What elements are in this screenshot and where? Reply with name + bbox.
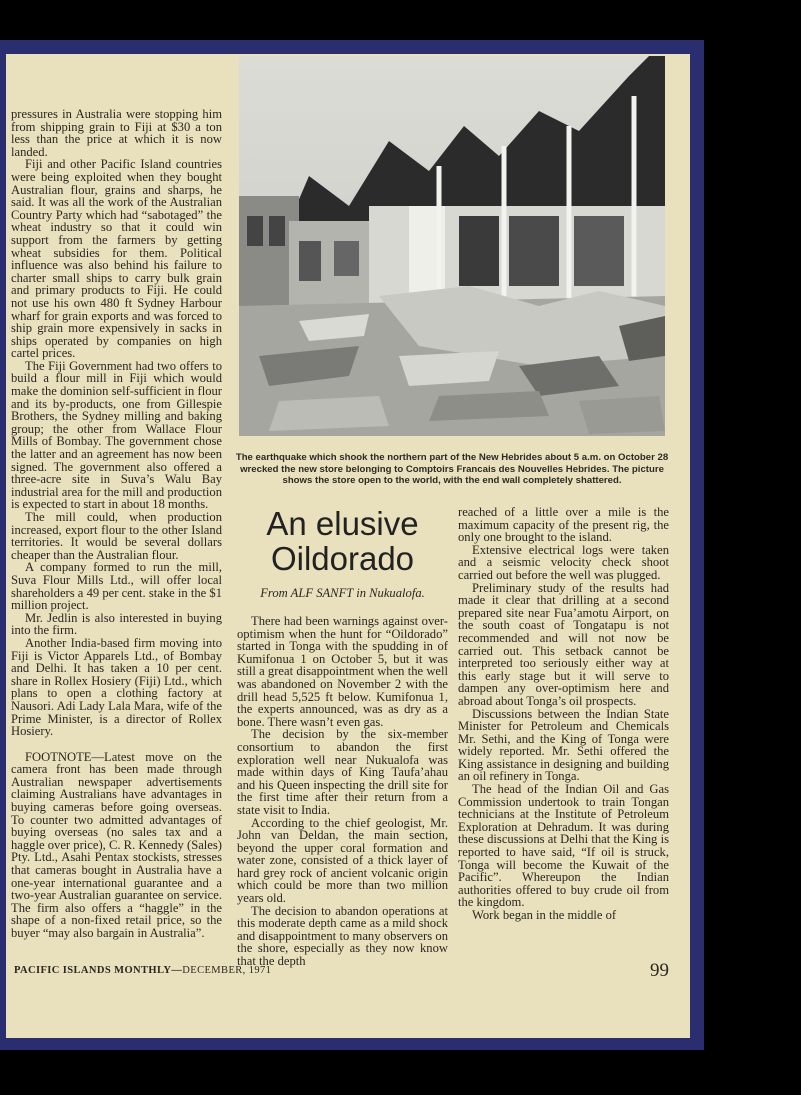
publication-footer bbox=[14, 965, 271, 976]
issue-date: DECEMBER, 1971 bbox=[182, 965, 272, 976]
paragraph: A company formed to run the mill, Suva Flour Mills Ltd., will offer local shareholders a 49 per cent. stake in the $1 million project. bbox=[11, 560, 222, 613]
right-column bbox=[458, 506, 669, 922]
paragraph: Work began in the middle of bbox=[472, 908, 617, 922]
paragraph: reached of a little over a mile is the maximum capacity of the present rig, the only one brought to the island. bbox=[458, 505, 669, 545]
article-byline: From ALF SANFT in Nukualofa. bbox=[260, 586, 425, 600]
paragraph: Discussions between the Indian State Minister for Petroleum and Chemicals Mr. Sethi, and the King of Tonga were widely reported. Mr. Sethi offered the King assistance in designing and building an oil refinery in Tonga. bbox=[458, 706, 669, 784]
paragraph: According to the chief geologist, Mr. John van Deldan, the main section, beyond the upper coral formation and water zone, consisted of a thick layer of hard grey rock of ancient volcanic origin which could be more than two million years old. bbox=[237, 815, 448, 906]
article-headline bbox=[237, 506, 448, 576]
headline-line: Oildorado bbox=[270, 540, 415, 577]
paragraph: The decision by the six-member consortium to abandon the first exploration well near Nukualofa was made within days of King Taufa’ahau and his Queen inspecting the drill site for the first time after their return from a state visit to India. bbox=[237, 727, 448, 817]
paragraph: Extensive electrical logs were taken and a seismic velocity check shoot carried out before the well was plugged. bbox=[458, 542, 669, 582]
page-number: 99 bbox=[650, 960, 669, 981]
paragraph: Preliminary study of the results had made it clear that drilling at a second prepared site near Fua’amotu Airport, on the south coast of Tongatapu is not recommended and will not now be carried out. This setback cannot be interpreted too seriously either way at this early stage but it will serve to dampen any over-optimism here and abroad about Tonga’s oil prospects. bbox=[458, 580, 669, 708]
paragraph: Fiji and other Pacific Island countries were being exploited when they bought Australian flour, grains and sharps, he said. It was all the work of the Australian Country Party which had “sabotaged” the wheat industry so that it could win support from the farmers by getting wheat subsidies for them. Political influence was also behind his failure to charter small ships to carry bulk grain and primary products to Fiji. He could not use his own 480 ft Sydney Harbour wharf for grain exports and was forced to ship grain more expensively in sacks in ships operated by companies on high cartel prices. bbox=[11, 157, 222, 361]
headline-line: An elusive bbox=[266, 505, 419, 542]
middle-column bbox=[237, 615, 448, 968]
paragraph: The head of the Indian Oil and Gas Commission undertook to train Tongan technicians at the Institute of Petroleum Exploration at Dehradum. It was during these discussions at Delhi that the King is reported to have said, “If oil is struck, Tonga will become the Kuwait of the Pacific”. Whereupon the Indian authorities offered to buy crude oil from the kingdom. bbox=[458, 782, 669, 910]
paragraph: Mr. Jedlin is also interested in buying into the firm. bbox=[11, 610, 222, 638]
paragraph: There had been warnings against over-optimism when the hunt for “Oildorado” started in Tonga with the spudding in of Kumifonua 1 on October 5, but it was still a great disappointment when the well was abandoned on November 2 with the drill head 5,525 ft below. Kumifonua 1, the experts announced, was as dry as a bone. There wasn’t even gas. bbox=[237, 614, 448, 729]
footnote-paragraph: FOOTNOTE—Latest move on the camera front has been made through Australian newspaper advertisements claiming Australians have advantages in buying cameras before going overseas. To counter two admitted advantages of buying overseas (no sales tax and a haggle over price), C. R. Kennedy (Sales) Pty. Ltd., Asahi Pentax stockists, stresses that cameras bought in Australia have a one-year international guarantee and a two-year Australian guarantee on service. The firm also offers a “haggle” in the shape of a non-fixed retail price, so the buyer “may also bargain in Australia”. bbox=[11, 749, 222, 940]
paragraph: The Fiji Government had two offers to build a flour mill in Fiji which would make the dominion self-sufficient in flour and its by-products, one from Gillespie Brothers, the Sydney milling and baking group; the other from Wallace Flour Mills of Bombay. The government chose the latter and an agreement has now been signed. The government also offered a three-acre site in Suva’s Walu Bay industrial area for the mill and production is expected to start in about 18 months. bbox=[11, 358, 222, 512]
paragraph: pressures in Australia were stopping him from shipping grain to Fiji at $30 a ton less than the price at which it is now landed. bbox=[11, 107, 222, 159]
earthquake-photo bbox=[239, 56, 665, 436]
magazine-page bbox=[6, 54, 690, 1038]
left-column bbox=[11, 108, 222, 940]
paragraph: Another India-based firm moving into Fiji is Victor Apparels Ltd., of Bombay and Delhi. It has taken a 10 per cent. share in Rollex Hosiery (Fiji) Ltd., which plans to open a clothing factory at Nausori. Adi Lady Lala Mara, wife of the Prime Minister, is a director of Rollex Hosiery. bbox=[11, 635, 222, 739]
photo-caption: The earthquake which shook the northern part of the New Hebrides about 5 a.m. on October 28 wrecked the new store belonging to Comptoirs Francais des Nouvelles Hebrides. The picture shows the store open to the world, with the end wall completely shattered. bbox=[235, 452, 669, 487]
paragraph: The decision to abandon operations at this moderate depth came as a mild shock and disappointment to many observers on the shore, especially as they now know that the depth bbox=[237, 903, 448, 969]
publication-name: PACIFIC ISLANDS MONTHLY— bbox=[14, 965, 183, 976]
paragraph: The mill could, when production increased, export flour to the other Island territories. It would be several dollars cheaper than the Australian flour. bbox=[11, 510, 222, 562]
